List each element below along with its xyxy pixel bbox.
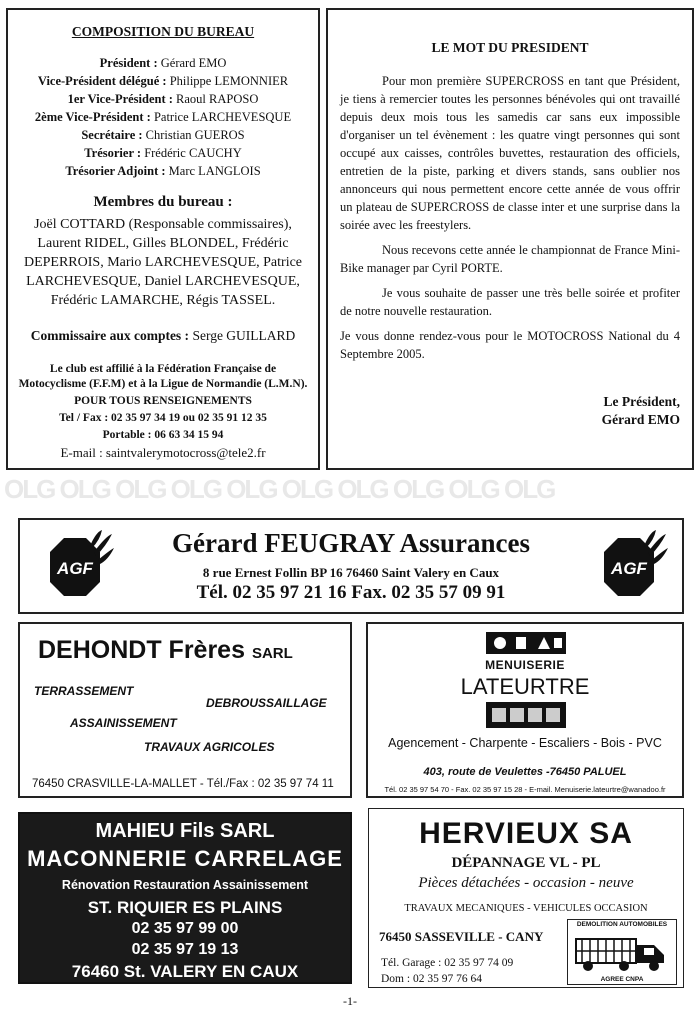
watermark-strip (0, 474, 700, 514)
hervieux-depannage: DÉPANNAGE VL - PL (451, 855, 601, 871)
agf-ad (18, 518, 684, 614)
svg-text:AGF: AGF (611, 559, 647, 578)
mahieu-place: ST. RIQUIER ES PLAINS (87, 898, 283, 917)
dehondt-service: ASSAINISSEMENT (70, 716, 177, 730)
role-row: Secrétaire : Christian GUEROS (81, 128, 245, 142)
hervieux-tel-dom: Dom : 02 35 97 76 64 (381, 973, 482, 985)
agf-logo-icon (588, 530, 668, 604)
dehondt-service: DEBROUSSAILLAGE (206, 696, 327, 710)
hervieux-pieces: Pièces détachées - occasion - neuve (418, 875, 634, 891)
dehondt-address: 76450 CRASVILLE-LA-MALLET - Tél./Fax : 02 35 97 74 11 (32, 778, 334, 790)
lateurtre-address: 403, route de Veulettes -76450 PALUEL (423, 766, 627, 778)
page-number: -1- (343, 994, 357, 1008)
bureau-roles (16, 54, 310, 180)
mahieu-name: MAHIEU Fils SARL (95, 820, 275, 842)
mahieu-ad (18, 812, 352, 984)
president-box (326, 8, 694, 470)
contact-email: E-mail : saintvalerymotocross@tele2.fr (60, 445, 266, 460)
mahieu-tel: 02 35 97 99 00 (131, 920, 239, 937)
president-paragraph: Nous recevons cette année le championnat de France Mini-Bike manager par Cyril PORTE. (340, 243, 680, 275)
windows-icon (486, 702, 566, 728)
role-row: Trésorier Adjoint : Marc LANGLOIS (65, 164, 261, 178)
president-paragraph: Je vous donne rendez-vous pour le MOTOCROSS National du 4 Septembre 2005. (340, 329, 680, 361)
lateurtre-activities: Agencement - Charpente - Escaliers - Bois - PVC (388, 736, 662, 750)
demolition-badge: AGREE CNPA (600, 976, 644, 983)
agf-address: 8 rue Ernest Follin BP 16 76460 Saint Valery en Caux (202, 565, 500, 580)
contact-portable: Portable : 06 63 34 15 94 (102, 429, 224, 441)
lateurtre-line1: MENUISERIE (485, 658, 565, 672)
hervieux-tel-garage: Tél. Garage : 02 35 97 74 09 (381, 957, 514, 969)
commissaire: Commissaire aux comptes : Serge GUILLARD (30, 328, 296, 343)
dehondt-service: TRAVAUX AGRICOLES (144, 740, 275, 754)
role-row: 2ème Vice-Président : Patrice LARCHEVESQUE (34, 110, 292, 124)
tools-icon (486, 632, 566, 654)
members-list: Joël COTTARD (Responsable commissaires), Laurent RIDEL, Gilles BLONDEL, Frédéric DEPERROIS, Mario LARCHEVESQUE, Patrice LARCHEVESQUE, Daniel LARCHEVESQUE, Frédéric LAMARCHE, Régis TASSEL. (23, 217, 303, 308)
agf-logo-icon (34, 530, 114, 604)
mahieu-trade: MACONNERIE CARRELAGE (27, 846, 343, 871)
lateurtre-line2: LATEURTRE (460, 674, 590, 699)
hervieux-name: HERVIEUX SA (419, 817, 633, 850)
watermark: OLG OLG OLG OLG OLG OLG OLG OLG OLG OLG (4, 474, 555, 504)
dehondt-ad (18, 622, 352, 798)
president-signature: Le Président, Gérard EMO (601, 394, 680, 427)
hervieux-travaux: TRAVAUX MECANIQUES - VEHICULES OCCASION (404, 903, 648, 914)
president-paragraph: Je vous souhaite de passer une très belle soirée et profiter de notre nouvelle restauration. (340, 286, 680, 318)
demolition-logo (567, 919, 677, 985)
demolition-title: DEMOLITION AUTOMOBILES (576, 921, 668, 928)
president-paragraph: Pour mon première SUPERCROSS en tant que Président, je tiens à remercier toutes les personnes bénévoles qui ont travaillé depuis deux mois tous les samedis car sans eux impossible d'organiser un tel évènement : les quatre vingt personnes qui sont occupé aux caisses, contrôles buvettes, restauration des officiels, entretien de la piste, parking et divers stands, sans oublier nos annonceurs qui nous permettent encore cette année de vous offrir un plateau de SUPERCROSS de classe inter et une surprise dans la soirée avec les freestylers. (340, 74, 680, 232)
members-title: Membres du bureau : (93, 194, 233, 210)
role-row: Vice-Président délégué : Philippe LEMONNIER (37, 74, 289, 88)
president-title: LE MOT DU PRESIDENT (431, 40, 589, 55)
mahieu-services: Rénovation Restauration Assainissement (61, 878, 309, 892)
truck-icon (574, 931, 670, 973)
agf-name: Gérard FEUGRAY Assurances (171, 528, 530, 558)
affiliation: Le club est affilié à la Fédération Française de Motocyclisme (F.F.M) et à la Ligue de Normandie (L.M.N). (18, 363, 308, 390)
lateurtre-ad (366, 622, 684, 798)
dehondt-name: DEHONDT Frères SARL (38, 636, 293, 664)
contact-tel: Tel / Fax : 02 35 97 34 19 ou 02 35 91 12 35 (59, 412, 267, 424)
role-row: Président : Gérard EMO (99, 56, 227, 70)
role-row: 1er Vice-Président : Raoul RAPOSO (67, 92, 259, 106)
agf-tel: Tél. 02 35 97 21 16 Fax. 02 35 57 09 91 (196, 582, 506, 603)
svg-text:AGF: AGF (57, 559, 93, 578)
renseignements: POUR TOUS RENSEIGNEMENTS (74, 395, 252, 407)
bureau-box (6, 8, 320, 470)
lateurtre-contact: Tél. 02 35 97 54 70 - Fax. 02 35 97 15 28 - E-mail. Menuiserie.lateurtre@wanadoo.fr (384, 785, 666, 794)
dehondt-service: TERRASSEMENT (34, 684, 134, 698)
hervieux-city: 76450 SASSEVILLE - CANY (379, 929, 544, 944)
role-row: Trésorier : Frédéric CAUCHY (84, 146, 242, 160)
mahieu-city: 76460 St. VALERY EN CAUX (71, 962, 299, 981)
bureau-title: COMPOSITION DU BUREAU (71, 24, 255, 39)
mahieu-tel: 02 35 97 19 13 (131, 941, 239, 958)
hervieux-ad (368, 808, 684, 988)
